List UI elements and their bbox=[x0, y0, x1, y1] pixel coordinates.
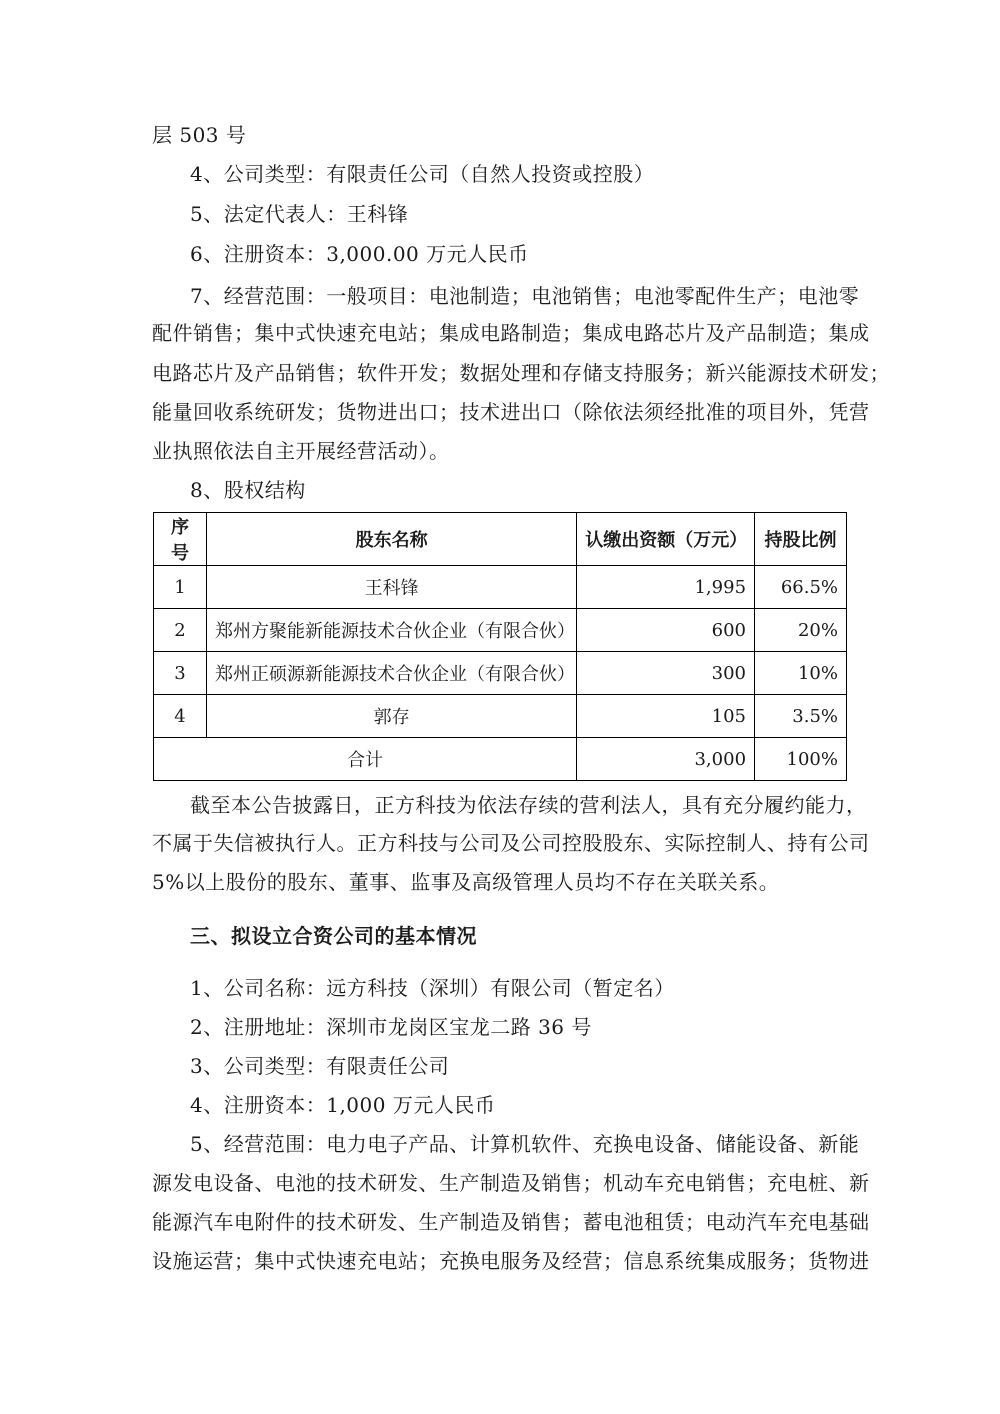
business-scope-text: 电路芯片及产品销售；软件开发；数据处理和存储支持服务；新兴能源技术研发； bbox=[152, 361, 890, 385]
equity-table bbox=[153, 512, 847, 781]
table-header-cell: 序号 bbox=[154, 513, 207, 566]
shareholding-ratio: 10% bbox=[755, 652, 847, 695]
table-header-cell: 股东名称 bbox=[206, 513, 576, 566]
jv-business-scope-line: 5、经营范围：电力电子产品、计算机软件、充换电设备、储能设备、新能 bbox=[190, 1132, 860, 1156]
shareholder-name: 郑州正硕源新能源技术合伙企业（有限合伙） bbox=[206, 652, 576, 695]
business-scope-text: 业执照依法自主开展经营活动）。 bbox=[152, 439, 450, 463]
jv-registered-capital-line: 4、注册资本：1,000 万元人民币 bbox=[190, 1093, 496, 1117]
equity-structure-heading: 8、股权结构 bbox=[190, 478, 306, 502]
jv-company-name-line: 1、公司名称：远方科技（深圳）有限公司（暂定名） bbox=[190, 976, 675, 1000]
subscribed-amount: 1,995 bbox=[577, 566, 755, 609]
shareholding-ratio: 20% bbox=[755, 609, 847, 652]
total-label: 合计 bbox=[154, 738, 577, 781]
subscribed-amount: 600 bbox=[577, 609, 755, 652]
disclosure-paragraph: 截至本公告披露日，正方科技为依法存续的营利法人，具有充分履约能力， bbox=[190, 793, 867, 817]
shareholder-name: 郑州方聚能新能源技术合伙企业（有限合伙） bbox=[206, 609, 576, 652]
shareholding-ratio: 66.5% bbox=[755, 566, 847, 609]
business-scope-line: 7、经营范围：一般项目：电池制造；电池销售；电池零配件生产；电池零 bbox=[190, 284, 860, 308]
row-number: 3 bbox=[154, 652, 207, 695]
table-row bbox=[154, 695, 847, 738]
company-type-line: 4、公司类型：有限责任公司（自然人投资或控股） bbox=[190, 162, 655, 186]
legal-rep-line: 5、法定代表人：王科锋 bbox=[190, 202, 409, 226]
jv-business-scope-text: 设施运营；集中式快速充电站；充换电服务及经营；信息系统集成服务；货物进 bbox=[152, 1249, 870, 1273]
table-header-row bbox=[154, 513, 847, 566]
shareholding-ratio: 3.5% bbox=[755, 695, 847, 738]
section-heading: 三、拟设立合资公司的基本情况 bbox=[190, 924, 477, 948]
disclosure-paragraph-text: 不属于失信被执行人。正方科技与公司及公司控股股东、实际控制人、持有公司 bbox=[152, 831, 870, 855]
jv-business-scope-text: 源发电设备、电池的技术研发、生产制造及销售；机动车充电销售；充电桩、新 bbox=[152, 1171, 870, 1195]
table-row bbox=[154, 652, 847, 695]
address-continuation: 层 503 号 bbox=[152, 123, 247, 147]
shareholder-name: 郭存 bbox=[206, 695, 576, 738]
table-row bbox=[154, 609, 847, 652]
table-row bbox=[154, 566, 847, 609]
jv-business-scope-text: 能源汽车电附件的技术研发、生产制造及销售；蓄电池租赁；电动汽车充电基础 bbox=[152, 1210, 870, 1234]
row-number: 4 bbox=[154, 695, 207, 738]
total-amount: 3,000 bbox=[577, 738, 755, 781]
row-number: 1 bbox=[154, 566, 207, 609]
jv-company-type-line: 3、公司类型：有限责任公司 bbox=[190, 1054, 450, 1078]
jv-address-line: 2、注册地址：深圳市龙岗区宝龙二路 36 号 bbox=[190, 1015, 592, 1039]
table-header-cell: 持股比例 bbox=[755, 513, 847, 566]
table-total-row bbox=[154, 738, 847, 781]
business-scope-text: 能量回收系统研发；货物进出口；技术进出口（除依法须经批准的项目外，凭营 bbox=[152, 400, 870, 424]
subscribed-amount: 105 bbox=[577, 695, 755, 738]
registered-capital-line: 6、注册资本：3,000.00 万元人民币 bbox=[190, 242, 529, 266]
shareholder-name: 王科锋 bbox=[206, 566, 576, 609]
row-number: 2 bbox=[154, 609, 207, 652]
subscribed-amount: 300 bbox=[577, 652, 755, 695]
disclosure-paragraph-text: 5%以上股份的股东、董事、监事及高级管理人员均不存在关联关系。 bbox=[152, 870, 780, 894]
business-scope-text: 配件销售；集中式快速充电站；集成电路制造；集成电路芯片及产品制造；集成 bbox=[152, 321, 870, 345]
table-header-cell: 认缴出资额（万元） bbox=[577, 513, 755, 566]
total-ratio: 100% bbox=[755, 738, 847, 781]
